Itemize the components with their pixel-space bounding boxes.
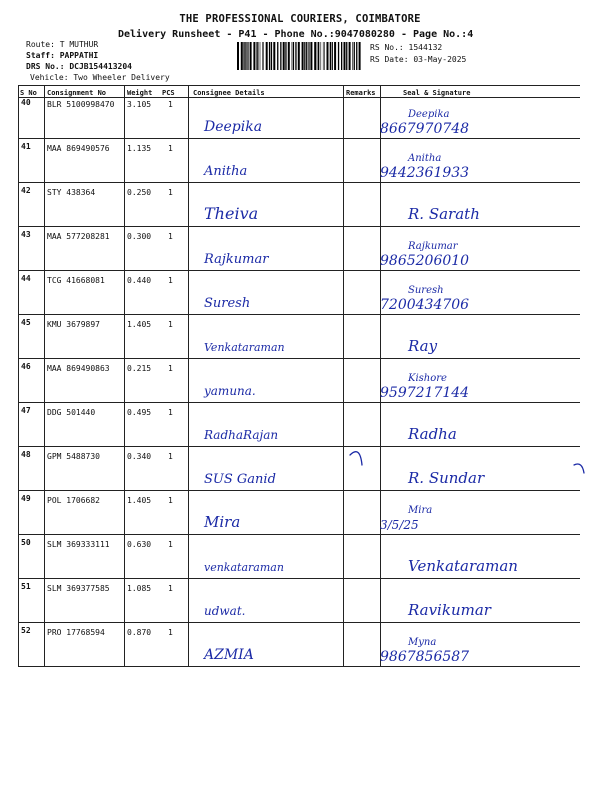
barcode-bar [243,42,244,70]
row-consignment-no: GPM 5488730 [47,452,100,461]
row-pcs: 1 [168,540,173,549]
row-consignment-no: TCG 41668081 [47,276,105,285]
barcode-bar [273,42,275,70]
column-rule [124,85,125,666]
row-consignment-no: POL 1706682 [47,496,100,505]
barcode-bar [247,42,248,70]
barcode-bar [257,42,258,70]
barcode-bar [292,42,293,70]
row-pcs: 1 [168,188,173,197]
barcode-bar [317,42,318,70]
runsheet-title: Delivery Runsheet - P41 - Phone No.:9047080280 - Page No.:4 [118,29,474,40]
row-consignment-no: PRO 17768594 [47,628,105,637]
consignee-handwriting: Venkataraman [204,341,285,354]
signature-handwriting: Suresh [408,285,444,296]
signature-handwriting: Radha [408,425,457,443]
row-sno: 49 [21,494,31,503]
rs-number: RS No.: 1544132 [370,43,443,52]
signature-handwriting: Anitha [408,153,442,164]
barcode-bar [285,42,286,70]
row-consignment-no: BLR 5100998470 [47,100,115,109]
row-sno: 40 [21,98,31,107]
barcode-bar [309,42,310,70]
barcode-bar [288,42,290,70]
table-top-rule [18,85,580,86]
signature-handwriting: Kishore [408,373,447,384]
row-sno: 48 [21,450,31,459]
barcode-bar [293,42,294,70]
consignee-handwriting: SUS Ganid [204,472,276,487]
vehicle-label: Vehicle: Two Wheeler Delivery [30,73,170,82]
row-sno: 46 [21,362,31,371]
barcode-bar [352,42,353,70]
row-consignment-no: DDG 501440 [47,408,96,417]
row-pcs: 1 [168,408,173,417]
barcode-bar [359,42,361,70]
signature-handwriting: R. Sundar [408,469,485,487]
barcode-bar [324,42,325,70]
row-pcs: 1 [168,628,173,637]
consignee-handwriting: udwat. [204,604,246,618]
barcode-bar [269,42,270,70]
row-pcs: 1 [168,232,173,241]
route-label: Route: T MUTHUR [26,40,99,49]
barcode-bar [308,42,309,70]
row-pcs: 1 [168,496,173,505]
signature-handwriting: Ray [408,337,438,355]
phone-handwriting: 8667970748 [380,121,470,137]
barcode-bar [271,42,272,70]
consignee-handwriting: yamuna. [204,384,256,398]
row-weight: 3.105 [127,100,152,109]
barcode-bar [304,42,305,70]
barcode-bar [253,42,255,70]
phone-handwriting: 9867856587 [380,649,470,665]
row-consignment-no: KMU 3679897 [47,320,100,329]
staff-label: Staff: PAPPATHI [26,51,99,60]
barcode-bar [338,42,339,70]
consignee-handwriting: Suresh [204,296,251,311]
pen-stroke [350,452,362,465]
consignee-handwriting: Deepika [204,119,263,135]
row-pcs: 1 [168,364,173,373]
barcode-bar [356,42,357,70]
signature-handwriting: Venkataraman [408,557,518,575]
row-weight: 1.135 [127,144,152,153]
row-weight: 1.405 [127,496,152,505]
row-weight: 1.085 [127,584,152,593]
barcode-bar [321,42,322,70]
col-consignment: Consignment No [47,89,107,97]
col-pcs: PCS [162,89,175,97]
consignee-handwriting: venkataraman [204,561,284,574]
column-rule [188,85,189,666]
barcode-bar [306,42,307,70]
col-seal: Seal & Signature [403,89,471,97]
row-sno: 42 [21,186,31,195]
consignee-handwriting: AZMIA [204,647,254,663]
barcode-bar [263,42,264,70]
barcode-bar [318,42,319,70]
row-weight: 0.215 [127,364,152,373]
barcode-bar [349,42,351,70]
row-consignment-no: STY 438364 [47,188,96,197]
row-sno: 41 [21,142,31,151]
barcode-bar [346,42,347,70]
phone-handwriting: 9442361933 [380,165,470,181]
barcode-bar [334,42,336,70]
row-consignment-no: SLM 369377585 [47,584,110,593]
barcode-bar [323,42,324,70]
pen-stroke [574,464,584,473]
row-weight: 0.495 [127,408,152,417]
row-weight: 0.340 [127,452,152,461]
row-sno: 52 [21,626,31,635]
signature-handwriting: Mira [408,505,433,516]
row-rule [18,666,580,667]
rs-date: RS Date: 03-May-2025 [370,55,467,64]
barcode-bar [256,42,257,70]
row-weight: 0.630 [127,540,152,549]
row-weight: 0.300 [127,232,152,241]
barcode-bar [354,42,355,70]
phone-handwriting: 9597217144 [380,385,470,401]
barcode-bar [245,42,246,70]
consignee-handwriting: Rajkumar [204,252,269,267]
barcode-bar [277,42,278,70]
handwriting-layer [190,95,600,665]
row-consignment-no: MAA 869490576 [47,144,110,153]
signature-handwriting: R. Sarath [408,205,480,223]
signature-handwriting: Myna [408,637,437,648]
barcode-bar [314,42,316,70]
barcode-bar [260,42,261,70]
consignee-handwriting: Anitha [204,164,248,179]
barcode-bar [298,42,300,70]
barcode-icon [237,42,363,70]
row-sno: 44 [21,274,31,283]
barcode-bar [330,42,331,70]
barcode-bar [295,42,296,70]
col-sno: S No [20,89,37,97]
row-weight: 0.870 [127,628,152,637]
company-title: THE PROFESSIONAL COURIERS, COIMBATORE [179,13,421,25]
barcode-bar [344,42,346,70]
drs-label: DRS No.: DCJB154413204 [26,62,132,71]
barcode-bar [327,42,329,70]
column-rule [44,85,45,666]
row-pcs: 1 [168,452,173,461]
barcode-bar [280,42,281,70]
row-pcs: 1 [168,144,173,153]
barcode-bar [283,42,285,70]
barcode-bar [262,42,263,70]
consignee-handwriting: Mira [204,513,241,531]
phone-handwriting: 3/5/25 [380,518,419,532]
consignee-handwriting: RadhaRajan [204,428,279,442]
barcode-bar [341,42,342,70]
row-sno: 51 [21,582,31,591]
barcode-bar [302,42,304,70]
row-sno: 50 [21,538,31,547]
row-weight: 0.440 [127,276,152,285]
col-remarks: Remarks [346,89,376,97]
col-weight: Weight [127,89,153,97]
signature-handwriting: Deepika [408,109,450,120]
signature-handwriting: Rajkumar [408,241,458,252]
barcode-bar [310,42,312,70]
barcode-bar [237,42,239,70]
barcode-bar [266,42,268,70]
row-consignment-no: MAA 869490863 [47,364,110,373]
barcode-bar [241,42,243,70]
phone-handwriting: 9865206010 [380,253,470,269]
column-rule [18,85,19,666]
row-consignment-no: MAA 577208281 [47,232,110,241]
row-pcs: 1 [168,584,173,593]
row-consignment-no: SLM 369333111 [47,540,110,549]
signature-handwriting: Ravikumar [408,601,491,619]
row-weight: 1.405 [127,320,152,329]
consignee-handwriting: Theiva [204,204,259,223]
barcode-bar [248,42,249,70]
row-sno: 43 [21,230,31,239]
row-pcs: 1 [168,320,173,329]
row-weight: 0.250 [127,188,152,197]
row-pcs: 1 [168,100,173,109]
barcode-bar [332,42,333,70]
row-sno: 45 [21,318,31,327]
barcode-bar [250,42,252,70]
row-sno: 47 [21,406,31,415]
col-consignee: Consignee Details [193,89,265,97]
phone-handwriting: 7200434706 [380,297,470,313]
row-pcs: 1 [168,276,173,285]
